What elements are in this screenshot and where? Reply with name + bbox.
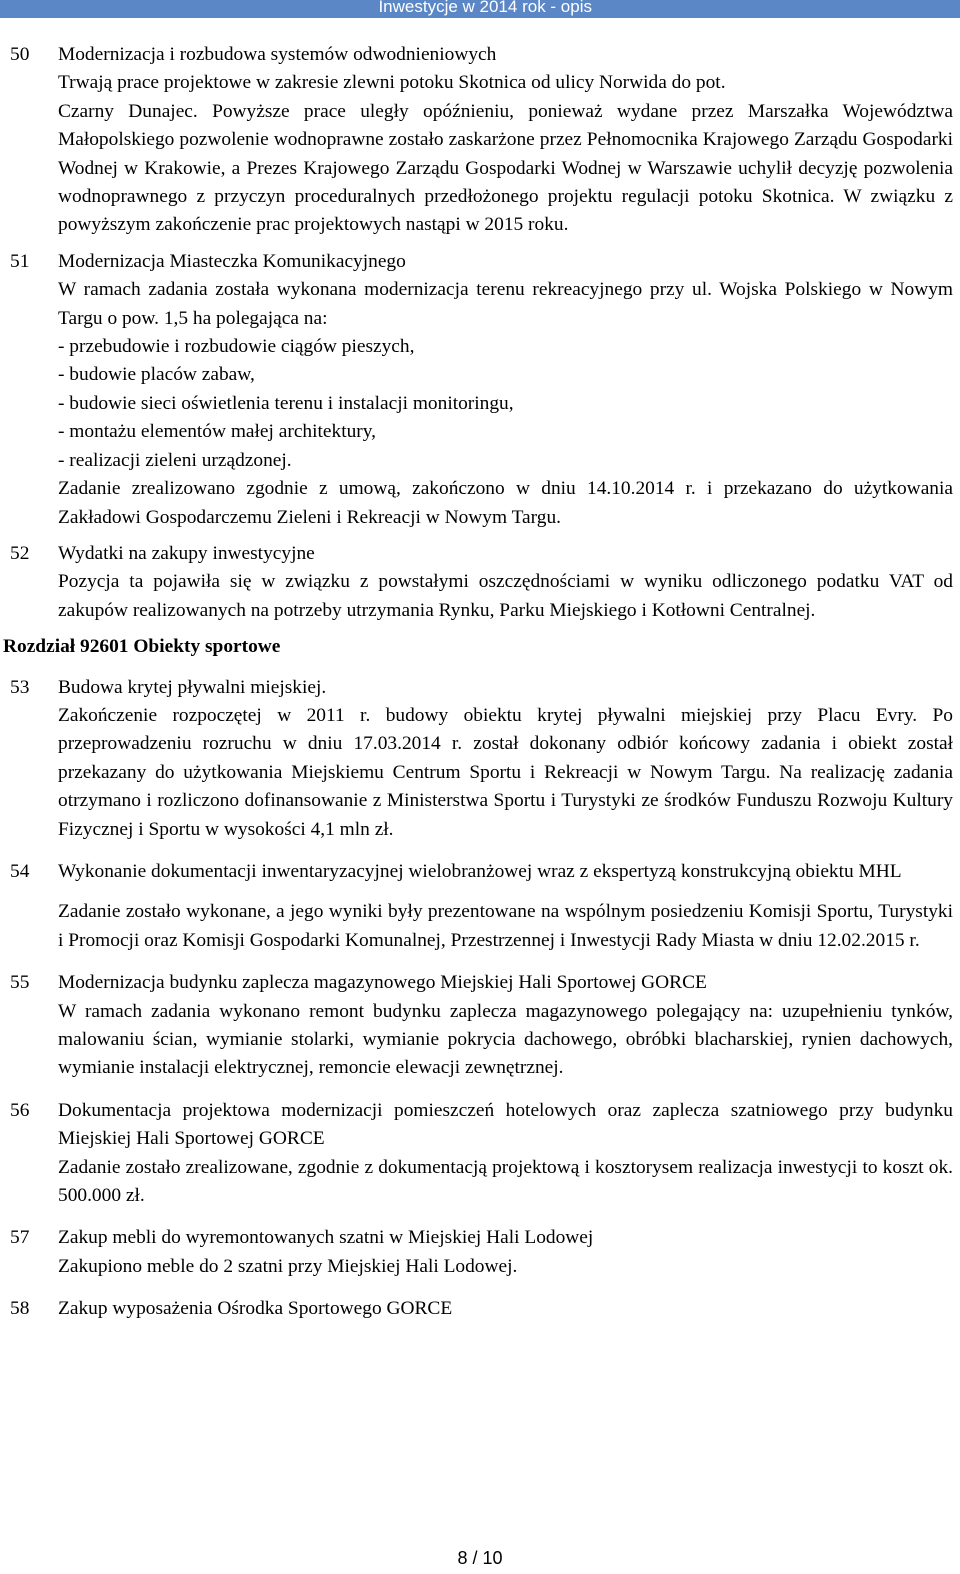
chapter-heading: Rozdział 92601 Obiekty sportowe	[3, 636, 281, 658]
item-text: Zakończenie rozpoczętej w 2011 r. budowy obiektu krytej pływalni miejskiej przy Placu Evry. Po przeprowadzeniu rozruchu w dniu 17.03.2014 r. został dokonany odbiór końcowy zadania i obiekt został przekazany do użytkowania Miejskiemu Centrum Sportu i Rekreacji w Nowym Targu. Na realizację zadania otrzymano i rozliczono dofinansowanie z Ministerstwa Sportu i Turystyki ze środków Funduszu Rozwoju Kultury Fizycznej i Sportu w wysokości 4,1 mln zł.	[58, 704, 953, 840]
list-item: - budowie sieci oświetlenia terenu i instalacji monitoringu,	[58, 392, 514, 414]
item-51	[0, 248, 960, 532]
list-item: - przebudowie i rozbudowie ciągów pieszych,	[58, 336, 415, 358]
item-number: 50	[10, 44, 30, 65]
item-text-span: Trwają prace projektowe w zakresie zlewni potoku Skotnica od ulicy Norwida do pot.	[58, 72, 726, 94]
item-number: 58	[10, 1298, 30, 1320]
item-text: Zadanie zostało wykonane, a jego wyniki były prezentowane na wspólnym posiedzeniu Komisji Sportu, Turystyki i Promocji oraz Komisji Gospodarki Komunalnej, Przestrzennej i Inwestycji Rady Miasta w dniu 12.02.2015 r.	[58, 901, 953, 951]
item-56	[0, 1097, 960, 1211]
item-title: Zakup mebli do wyremontowanych szatni w Miejskiej Hali Lodowej	[58, 1227, 594, 1249]
item-57	[0, 1224, 960, 1281]
item-title: Budowa krytej pływalni miejskiej.	[58, 676, 327, 698]
item-54	[0, 858, 960, 955]
item-number: 53	[10, 676, 30, 698]
list-item: - montażu elementów małej architektury,	[58, 421, 377, 443]
item-title: Wydatki na zakupy inwestycyjne	[58, 542, 315, 564]
document-body	[0, 41, 960, 1332]
item-number: 52	[10, 542, 30, 564]
item-number: 54	[10, 860, 30, 882]
item-title: Dokumentacja projektowa modernizacji pomieszczeń hotelowych oraz zaplecza szatniowego przy budynku Miejskiej Hali Sportowej GORCE	[58, 1099, 953, 1150]
item-50	[0, 41, 960, 240]
item-55	[0, 969, 960, 1083]
item-text: W ramach zadania wykonano remont budynku zaplecza magazynowego polegający na: uzupełnieniu tynków, malowaniu ścian, wymianie stolarki, wymianie pokrycia dachowego, obróbki blacharskiej, rynien dachowych, wymianie instalacji elektrycznej, remoncie elewacji zewnętrznej.	[58, 1000, 953, 1079]
item-text-after: Zadanie zrealizowano zgodnie z umową, zakończono w dniu 14.10.2014 r. i przekazano do użytkowania Zakładowi Gospodarczemu Zieleni i Rekreacji w Nowym Targu.	[58, 478, 953, 528]
item-text: Zakupiono meble do 2 szatni przy Miejskiej Hali Lodowej.	[58, 1255, 518, 1277]
item-number: 56	[10, 1099, 30, 1121]
item-number: 55	[10, 972, 30, 994]
list-item: - budowie placów zabaw,	[58, 364, 255, 386]
item-text-first-line	[58, 69, 953, 97]
item-title: Wykonanie dokumentacji inwentaryzacyjnej wielobranżowej wraz z ekspertyzą konstrukcyjną obiektu MHL	[58, 860, 902, 882]
page-number: 8 / 10	[457, 1548, 503, 1568]
item-52	[0, 540, 960, 625]
item-text: Czarny Dunajec. Powyższe prace uległy opóźnieniu, ponieważ wydane przez Marszałka Województwa Małopolskiego pozwolenie wodnoprawne zostało zaskarżone przez Pełnomocnika Krajowego Zarządu Gospodarki Wodnej w Krakowie, a Prezes Krajowego Zarządu Gospodarki Wodnej w Warszawie uchylił decyzję pozwolenia wodnoprawnego z przyczyn proceduralnych przedłożonego projektu regulacji potoku Skotnica. W związku z powyższym zakończenie prac projektowych nastąpi w 2015 roku.	[58, 100, 953, 236]
item-number: 51	[10, 250, 30, 272]
item-title: Zakup wyposażenia Ośrodka Sportowego GORCE	[58, 1298, 453, 1320]
item-title: Modernizacja budynku zaplecza magazynowego Miejskiej Hali Sportowej GORCE	[58, 972, 707, 994]
item-53	[0, 674, 960, 844]
running-header: Inwestycje w 2014 rok - opis	[378, 0, 592, 16]
item-58	[0, 1295, 960, 1323]
item-text: Pozycja ta pojawiła się w związku z powstałymi oszczędnościami w wyniku odliczonego podatku VAT od zakupów realizowanych na potrzeby utrzymania Rynku, Parku Miejskiego i Kotłowni Centralnej.	[58, 571, 953, 621]
item-title: Modernizacja Miasteczka Komunikacyjnego	[58, 250, 406, 272]
item-text: W ramach zadania została wykonana modernizacja terenu rekreacyjnego przy ul. Wojska Polskiego w Nowym Targu o pow. 1,5 ha polegająca na:	[58, 279, 953, 329]
list-item: - realizacji zieleni urządzonej.	[58, 449, 292, 471]
item-number: 57	[10, 1227, 30, 1249]
item-text: Zadanie zostało zrealizowane, zgodnie z dokumentacją projektową i kosztorysem realizacja inwestycji to koszt ok. 500.000 zł.	[58, 1156, 953, 1207]
item-title: Modernizacja i rozbudowa systemów odwodnieniowych	[58, 44, 497, 65]
